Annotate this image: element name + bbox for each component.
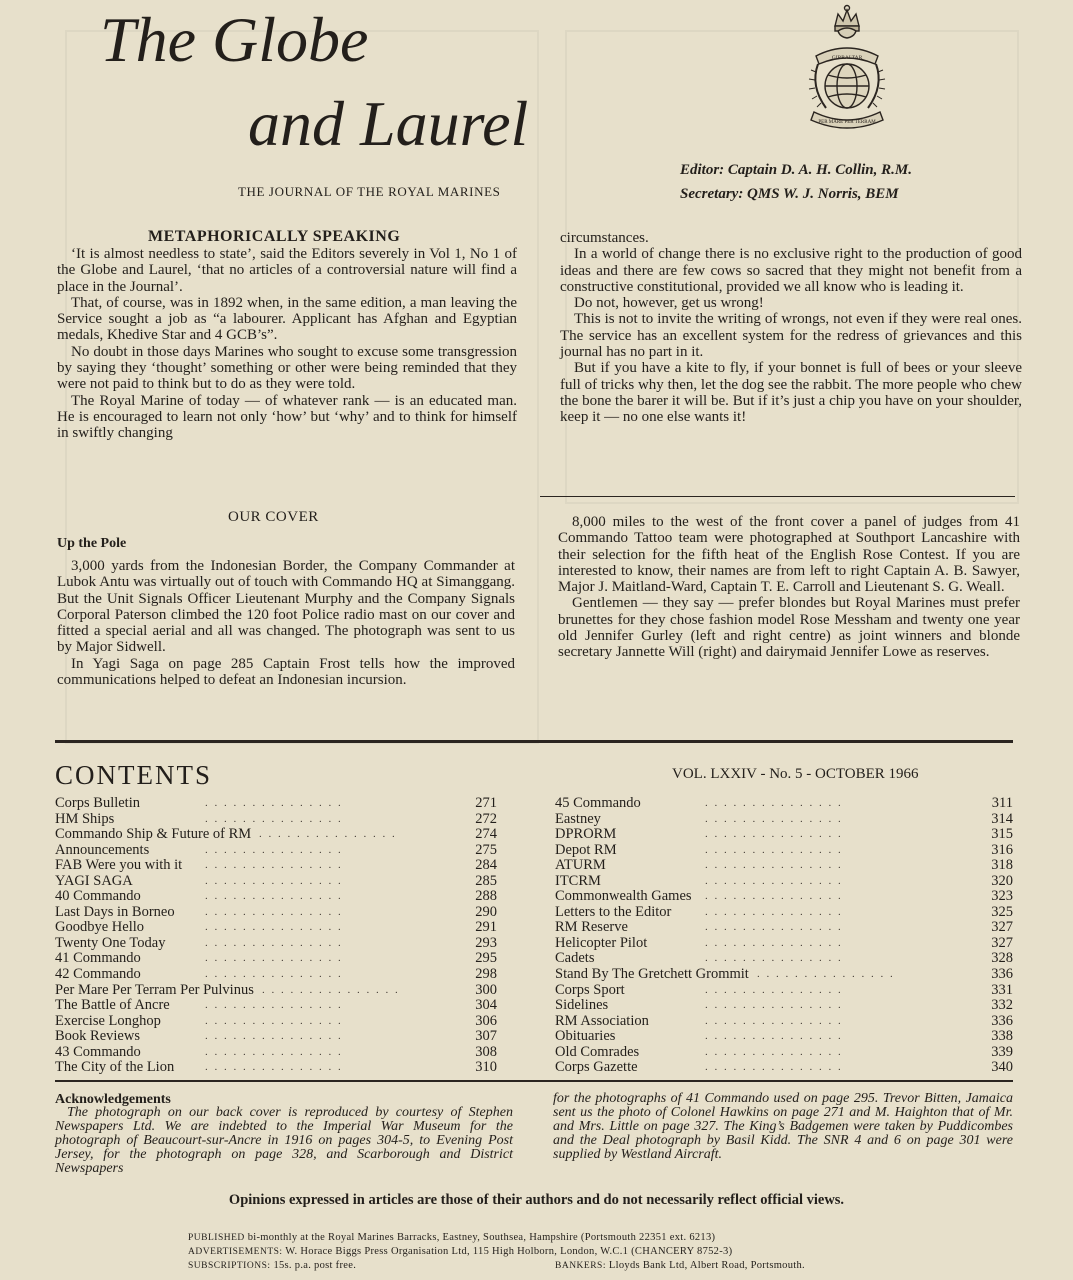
contents-entry-page: 311 xyxy=(991,795,1013,811)
contents-entry-title: Cadets xyxy=(555,950,595,967)
contents-entry-leader: . . . . . . . . . . . . . . . xyxy=(205,968,343,981)
cover-paragraph: Gentlemen — they say — prefer blondes but Royal Marines must prefer brunettes for they chose fashion model Rose Messham and twenty one year old Jennifer Gurley (left and right centre) as joint winners and blonde secretary Jannette Will (right) and dairymaid Jennifer Lowe as reserves. xyxy=(558,595,1020,661)
editor-credit: Editor: Captain D. A. H. Collin, R.M. xyxy=(680,162,912,178)
contents-entry-leader: . . . . . . . . . . . . . . . xyxy=(205,952,343,965)
footer-published-label: PUBLISHED xyxy=(188,1233,245,1243)
contents-entry-leader: . . . . . . . . . . . . . . . xyxy=(262,983,400,996)
footer-advertisements-label: ADVERTISEMENTS: xyxy=(188,1247,283,1257)
contents-entry-leader: . . . . . . . . . . . . . . . xyxy=(205,812,343,825)
contents-entry xyxy=(55,998,497,1014)
cover-right-column xyxy=(558,514,1020,661)
contents-entry-leader: . . . . . . . . . . . . . . . xyxy=(705,983,843,996)
contents-entry-leader: . . . . . . . . . . . . . . . xyxy=(705,1045,843,1058)
footer-advertisements xyxy=(188,1246,732,1257)
contents-entry xyxy=(555,936,1013,952)
contents-entry-title: 43 Commando xyxy=(55,1043,141,1060)
journal-subtitle: THE JOURNAL OF THE ROYAL MARINES xyxy=(238,184,501,199)
footer-advertisements-text: W. Horace Biggs Press Organisation Ltd, 115 High Holborn, London, W.C.1 (CHANCERY 8752-3) xyxy=(285,1246,733,1257)
contents-entry-page: 275 xyxy=(475,841,497,858)
editorial-paragraph: That, of course, was in 1892 when, in the same edition, a man leaving the Service sought a job as “a labourer. Applicant has Afghan and Egyptian medals, Khedive Star and 4 GCB’s”. xyxy=(57,294,517,344)
contents-entry-title: Corps Sport xyxy=(555,981,625,998)
contents-entry-leader: . . . . . . . . . . . . . . . xyxy=(205,1014,343,1027)
contents-entry xyxy=(55,812,497,828)
masthead-title-line1: The Globe xyxy=(100,4,369,75)
contents-entry xyxy=(555,905,1013,921)
contents-entry-leader: . . . . . . . . . . . . . . . xyxy=(205,890,343,903)
contents-entry-leader: . . . . . . . . . . . . . . . xyxy=(705,812,843,825)
editorial-paragraph: No doubt in those days Marines who sought to excuse some transgression by saying they ‘thought’ something or other were being reminded that they were not paid to think but to do as they were told. xyxy=(57,343,517,393)
cover-paragraph: 8,000 miles to the west of the front cover a panel of judges from 41 Commando Tattoo team were photographed at Southport Lancashire with their selection for the fifth heat of the English Rose Contest. If you are interested to know, their names are from left to right Captain A. B. Sawyer, Major J. Maitland-Ward, Captain T. E. Carroll and Lieutenant S. G. Weall. xyxy=(558,514,1020,596)
contents-entry xyxy=(55,983,497,999)
contents-entry-title: The Battle of Ancre xyxy=(55,997,170,1014)
contents-entry-title: Goodbye Hello xyxy=(55,919,144,936)
contents-entry-title: 41 Commando xyxy=(55,950,141,967)
contents-entry xyxy=(555,967,1013,983)
contents-entry-leader: . . . . . . . . . . . . . . . xyxy=(205,797,343,809)
contents-entry-page: 288 xyxy=(475,888,497,905)
contents-entry-title: Letters to the Editor xyxy=(555,903,672,920)
contents-entry xyxy=(555,1014,1013,1030)
contents-entry-page: 327 xyxy=(991,919,1013,936)
contents-entry-page: 291 xyxy=(475,919,497,936)
contents-entry-page: 314 xyxy=(991,810,1013,827)
contents-entry-title: Exercise Longhop xyxy=(55,1012,161,1029)
contents-entry xyxy=(55,796,497,812)
contents-entry-title: Obituaries xyxy=(555,1028,616,1045)
contents-entry-page: 300 xyxy=(475,981,497,998)
contents-entry-leader: . . . . . . . . . . . . . . . xyxy=(205,859,343,872)
contents-entry-page: 306 xyxy=(475,1012,497,1029)
contents-entry-title: Commando Ship & Future of RM xyxy=(55,826,252,843)
contents-entry-leader: . . . . . . . . . . . . . . . xyxy=(205,1030,343,1043)
contents-entry-page: 316 xyxy=(991,841,1013,858)
contents-entry-page: 328 xyxy=(991,950,1013,967)
contents-entry-title: ATURM xyxy=(555,857,606,874)
contents-entry-leader: . . . . . . . . . . . . . . . xyxy=(705,999,843,1012)
contents-entry-leader: . . . . . . . . . . . . . . . xyxy=(205,921,343,934)
editorial-paragraph: ‘It is almost needless to state’, said the Editors severely in Vol 1, No 1 of the Globe and Laurel, ‘that no articles of a controversial nature will find a place in the Journal’. xyxy=(57,246,517,295)
contents-entry-leader: . . . . . . . . . . . . . . . xyxy=(705,936,843,949)
contents-entry-title: Commonwealth Games xyxy=(555,888,692,905)
disclaimer: Opinions expressed in articles are those of their authors and do not necessarily reflect official views. xyxy=(228,1192,845,1208)
section-divider xyxy=(540,496,1015,497)
contents-entry-title: Per Mare Per Terram Per Pulvinus xyxy=(55,981,254,998)
contents-entry-title: 40 Commando xyxy=(55,888,141,905)
contents-entry-page: 336 xyxy=(991,1012,1013,1029)
contents-entry-page: 271 xyxy=(475,795,497,811)
footer-bankers-label: BANKERS: xyxy=(555,1261,606,1271)
contents-entry-page: 327 xyxy=(991,934,1013,951)
footer-subscriptions xyxy=(188,1260,356,1271)
contents-entry-title: HM Ships xyxy=(55,810,115,827)
crest-ribbon-bottom: PER MARE PER TERRAM xyxy=(818,120,876,125)
contents-entry-leader: . . . . . . . . . . . . . . . xyxy=(705,952,843,965)
footer-published-text: bi-monthly at the Royal Marines Barracks, Eastney, Southsea, Hampshire (Portsmouth 22351 ext. 6213) xyxy=(247,1232,716,1243)
masthead-title-line2: and Laurel xyxy=(248,88,529,159)
contents-entry-leader: . . . . . . . . . . . . . . . xyxy=(757,968,895,981)
contents-entry xyxy=(555,796,1013,812)
contents-entry xyxy=(555,1029,1013,1045)
editorial-heading: METAPHORICALLY SPEAKING xyxy=(148,228,401,245)
cover-paragraph: 3,000 yards from the Indonesian Border, the Company Commander at Lubok Antu was virtually out of touch with Commando HQ at Simanggang. But the Unit Signals Officer Lieutenant Murphy and the Company Signals Corporal Paterson climbed the 120 foot Police radio mast on our cover and fitted a special aerial and all was changed. The photograph was sent to us by Major Sidwell. xyxy=(57,558,515,656)
contents-entry-title: Corps Gazette xyxy=(555,1059,638,1076)
contents-entry-title: DPRORM xyxy=(555,826,617,843)
contents-entry-leader: . . . . . . . . . . . . . . . xyxy=(205,999,343,1012)
contents-entry-title: Stand By The Gretchett Grommit xyxy=(555,966,749,983)
contents-entry-title: RM Association xyxy=(555,1012,649,1029)
acknowledgements-heading: Acknowledgements xyxy=(55,1092,171,1107)
contents-entry xyxy=(55,889,497,905)
editorial-paragraph: Do not, however, get us wrong! xyxy=(574,295,764,312)
contents-entry-page: 293 xyxy=(475,934,497,951)
contents-entry-title: Corps Bulletin xyxy=(55,795,140,811)
editorial-paragraph: But if you have a kite to fly, if your bonnet is full of bees or your sleeve full of tricks why then, let the dog see the rabbit. The more people who chew the bone the barer it will be. But if it’s just a chip you have on your shoulder, keep it — no one else wants it! xyxy=(560,360,1022,426)
contents-entry-title: RM Reserve xyxy=(555,919,628,936)
contents-entry xyxy=(555,858,1013,874)
contents-entry xyxy=(555,951,1013,967)
contents-entry xyxy=(555,1045,1013,1061)
contents-entry xyxy=(55,951,497,967)
contents-entry-page: 325 xyxy=(991,903,1013,920)
contents-entry-page: 284 xyxy=(475,857,497,874)
contents-entry-page: 310 xyxy=(475,1059,497,1076)
contents-entry-title: Twenty One Today xyxy=(55,934,166,951)
contents-entry-leader: . . . . . . . . . . . . . . . xyxy=(705,921,843,934)
contents-entry xyxy=(55,1014,497,1030)
footer-published xyxy=(188,1232,715,1243)
contents-entry-page: 307 xyxy=(475,1028,497,1045)
cover-left-column xyxy=(57,558,515,688)
contents-entry xyxy=(555,889,1013,905)
contents-entry xyxy=(55,1060,497,1076)
contents-entry-page: 332 xyxy=(991,997,1013,1014)
footer-subscriptions-text: 15s. p.a. post free. xyxy=(273,1260,357,1271)
contents-bottom-rule xyxy=(55,1080,1013,1082)
contents-entry xyxy=(555,812,1013,828)
contents-entry-title: Last Days in Borneo xyxy=(55,903,175,920)
contents-entry-page: 298 xyxy=(475,966,497,983)
contents-entry xyxy=(55,920,497,936)
contents-entry-leader: . . . . . . . . . . . . . . . xyxy=(705,828,843,841)
contents-entry xyxy=(55,843,497,859)
cover-paragraph: In Yagi Saga on page 285 Captain Frost tells how the improved communications helped to defeat an Indonesian incursion. xyxy=(57,655,515,689)
editorial-paragraph: This is not to invite the writing of wrongs, not even if they were real ones. The service has an excellent system for the redress of grievances and this journal has no part in it. xyxy=(560,311,1022,361)
contents-entry xyxy=(55,858,497,874)
contents-entry-title: Sidelines xyxy=(555,997,609,1014)
contents-entry-title: Eastney xyxy=(555,810,601,827)
contents-entry-leader: . . . . . . . . . . . . . . . xyxy=(205,905,343,918)
editorial-paragraph: The Royal Marine of today — of whatever rank — is an educated man. He is encouraged to learn not only ‘how’ but ‘why’ and to think for himself in swiftly changing xyxy=(57,392,517,442)
contents-entry-page: 318 xyxy=(991,857,1013,874)
footer-subscriptions-label: SUBSCRIPTIONS: xyxy=(188,1261,271,1271)
contents-entry-page: 338 xyxy=(991,1028,1013,1045)
contents-entry-leader: . . . . . . . . . . . . . . . xyxy=(705,1030,843,1043)
contents-entry xyxy=(55,874,497,890)
contents-top-rule xyxy=(55,740,1013,743)
contents-entry-page: 340 xyxy=(991,1059,1013,1076)
contents-entry-page: 274 xyxy=(475,826,497,843)
contents-entry-title: Announcements xyxy=(55,841,150,858)
contents-entry-leader: . . . . . . . . . . . . . . . xyxy=(705,1061,843,1074)
editorial-paragraph: In a world of change there is no exclusive right to the production of good ideas and there are few cows so sacred that they might not benefit from a constructive constitutional, provided we all know who is leading it. xyxy=(560,246,1022,295)
contents-entry xyxy=(555,843,1013,859)
contents-entry-page: 339 xyxy=(991,1043,1013,1060)
contents-entry xyxy=(55,1029,497,1045)
contents-entry-leader: . . . . . . . . . . . . . . . xyxy=(705,1014,843,1027)
contents-left-list xyxy=(55,796,497,1076)
contents-entry-leader: . . . . . . . . . . . . . . . xyxy=(705,859,843,872)
editorial-left-column xyxy=(57,246,517,442)
contents-entry-title: Helicopter Pilot xyxy=(555,934,648,951)
contents-entry-title: 42 Commando xyxy=(55,966,141,983)
contents-entry-page: 308 xyxy=(475,1043,497,1060)
contents-entry xyxy=(55,827,497,843)
contents-entry xyxy=(555,874,1013,890)
footer-bankers-text: Lloyds Bank Ltd, Albert Road, Portsmouth. xyxy=(608,1260,805,1271)
contents-entry-page: 304 xyxy=(475,997,497,1014)
contents-entry-leader: . . . . . . . . . . . . . . . xyxy=(705,843,843,856)
contents-entry-title: 45 Commando xyxy=(555,795,641,811)
contents-entry xyxy=(555,827,1013,843)
contents-right-list xyxy=(555,796,1013,1076)
contents-entry-page: 331 xyxy=(991,981,1013,998)
footer-bankers xyxy=(555,1260,805,1271)
contents-entry xyxy=(55,1045,497,1061)
contents-entry-title: FAB Were you with it xyxy=(55,857,183,874)
contents-entry-page: 320 xyxy=(991,872,1013,889)
royal-marines-crest-icon xyxy=(802,4,892,139)
contents-entry-title: The City of the Lion xyxy=(55,1059,175,1076)
contents-entry-title: Depot RM xyxy=(555,841,617,858)
contents-entry xyxy=(555,1060,1013,1076)
contents-entry-page: 290 xyxy=(475,903,497,920)
contents-entry xyxy=(55,967,497,983)
cover-subheading: Up the Pole xyxy=(57,536,127,551)
contents-entry-leader: . . . . . . . . . . . . . . . xyxy=(205,843,343,856)
cover-heading: OUR COVER xyxy=(228,509,319,525)
contents-entry-leader: . . . . . . . . . . . . . . . xyxy=(705,874,843,887)
contents-entry-leader: . . . . . . . . . . . . . . . xyxy=(259,828,397,841)
contents-entry-title: YAGI SAGA xyxy=(55,872,133,889)
contents-entry-title: ITCRM xyxy=(555,872,601,889)
acknowledgements-left: The photograph on our back cover is reproduced by courtesy of Stephen Newspapers Ltd. We are indebted to the Imperial War Museum for the photograph of Beaucourt-sur-Ancre in 1916 on pages 304-5, to Evening Post Jersey, for the photograph on page 328, and Scarborough and District Newspapers xyxy=(55,1105,513,1176)
contents-entry-title: Book Reviews xyxy=(55,1028,140,1045)
editorial-paragraph: circumstances. xyxy=(560,230,649,246)
contents-entry-leader: . . . . . . . . . . . . . . . xyxy=(205,1061,343,1074)
secretary-credit: Secretary: QMS W. J. Norris, BEM xyxy=(680,186,899,202)
acknowledgements-right: for the photographs of 41 Commando used on page 295. Trevor Bitten, Jamaica sent us the photo of Colonel Hawkins on page 271 and M. Haighton that of Mr. and Mrs. Little on page 327. The King’s Badgemen were taken by Puddicombes and the Deal photograph by Basil Kidd. The SNR 4 and 6 on page 301 were supplied by Westland Aircraft. xyxy=(553,1091,1013,1162)
contents-entry-leader: . . . . . . . . . . . . . . . xyxy=(205,936,343,949)
contents-entry-page: 336 xyxy=(991,966,1013,983)
contents-entry-page: 315 xyxy=(991,826,1013,843)
contents-entry-leader: . . . . . . . . . . . . . . . xyxy=(705,797,843,809)
contents-entry-title: Old Comrades xyxy=(555,1043,640,1060)
contents-entry xyxy=(555,920,1013,936)
contents-entry xyxy=(55,936,497,952)
contents-entry-page: 323 xyxy=(991,888,1013,905)
contents-entry-page: 272 xyxy=(475,810,497,827)
contents-entry-page: 295 xyxy=(475,950,497,967)
issue-volume: VOL. LXXIV - No. 5 - OCTOBER 1966 xyxy=(672,766,919,782)
contents-entry xyxy=(55,905,497,921)
editorial-right-column xyxy=(560,230,1022,426)
contents-entry-leader: . . . . . . . . . . . . . . . xyxy=(705,890,843,903)
contents-entry-leader: . . . . . . . . . . . . . . . xyxy=(705,905,843,918)
contents-entry-page: 285 xyxy=(475,872,497,889)
contents-entry-leader: . . . . . . . . . . . . . . . xyxy=(205,874,343,887)
contents-entry xyxy=(555,998,1013,1014)
contents-entry xyxy=(555,983,1013,999)
contents-entry-leader: . . . . . . . . . . . . . . . xyxy=(205,1045,343,1058)
contents-title: CONTENTS xyxy=(55,760,212,790)
crest-ribbon-top: GIBRALTAR xyxy=(831,55,863,61)
